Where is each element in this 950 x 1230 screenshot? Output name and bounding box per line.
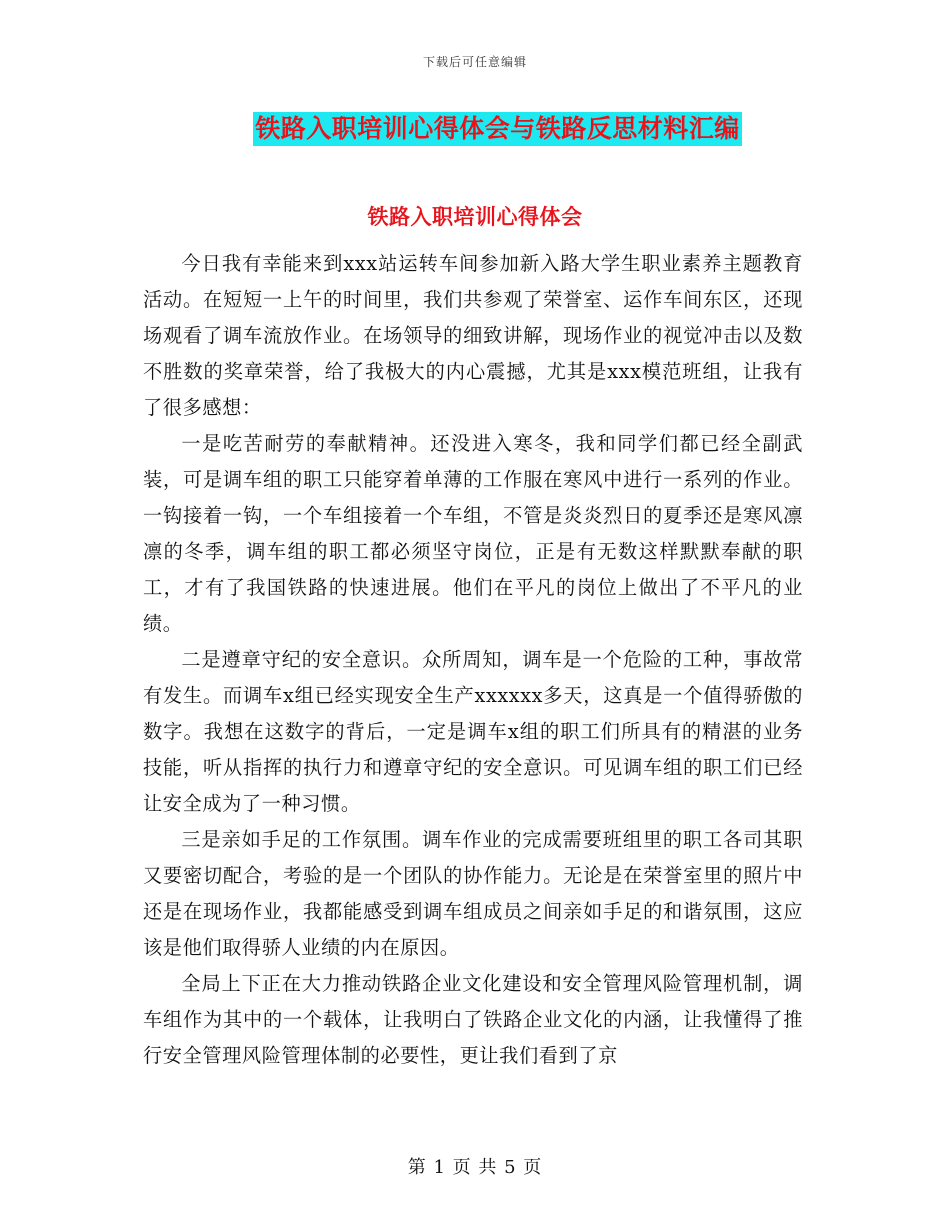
- page-number-footer: 第 1 页 共 5 页: [407, 1157, 543, 1178]
- body-text: [143, 246, 803, 1074]
- paragraph-4: 三是亲如手足的工作氛围。调车作业的完成需要班组里的职工各司其职又要密切配合，考验的是一个团队的协作能力。无论是在荣誉室里的照片中还是在现场作业，我都能感受到调车组成员之间亲如手足的和谐氛围，这应该是他们取得骄人业绩的内在原因。: [143, 828, 803, 959]
- header-note: 下载后可任意编辑: [422, 55, 527, 69]
- paragraph-5: 全局上下正在大力推动铁路企业文化建设和安全管理风险管理机制，调车组作为其中的一个载体，让我明白了铁路企业文化的内涵，让我懂得了推行安全管理风险管理体制的必要性，更让我们看到了京: [143, 972, 803, 1067]
- main-title-container: [0, 112, 950, 146]
- paragraph-3: 二是遵章守纪的安全意识。众所周知，调车是一个危险的工种，事故常有发生。而调车x组已经实现安全生产xxxxxx多天，这真是一个值得骄傲的数字。我想在这数字的背后，一定是调车x组的职工们所具有的精湛的业务技能，听从指挥的执行力和遵章守纪的安全意识。可见调车组的职工们已经让安全成为了一种习惯。: [143, 648, 803, 815]
- paragraph-2: 一是吃苦耐劳的奉献精神。还没进入寒冬，我和同学们都已经全副武装，可是调车组的职工只能穿着单薄的工作服在寒风中进行一系列的作业。一钩接着一钩，一个车组接着一个车组，不管是炎炎烈日的夏季还是寒风凛凛的冬季，调车组的职工都必须坚守岗位，正是有无数这样默默奉献的职工，才有了我国铁路的快速进展。他们在平凡的岗位上做出了不平凡的业绩。: [143, 432, 803, 635]
- paragraph-1: 今日我有幸能来到xxx站运转车间参加新入路大学生职业素养主题教育活动。在短短一上午的时间里，我们共参观了荣誉室、运作车间东区，还现场观看了调车流放作业。在场领导的细致讲解，现场作业的视觉冲击以及数不胜数的奖章荣誉，给了我极大的内心震撼，尤其是xxx模范班组，让我有了很多感想：: [143, 252, 803, 419]
- main-title: 铁路入职培训心得体会与铁路反思材料汇编: [253, 112, 742, 146]
- section-title: 铁路入职培训心得体会: [367, 204, 583, 229]
